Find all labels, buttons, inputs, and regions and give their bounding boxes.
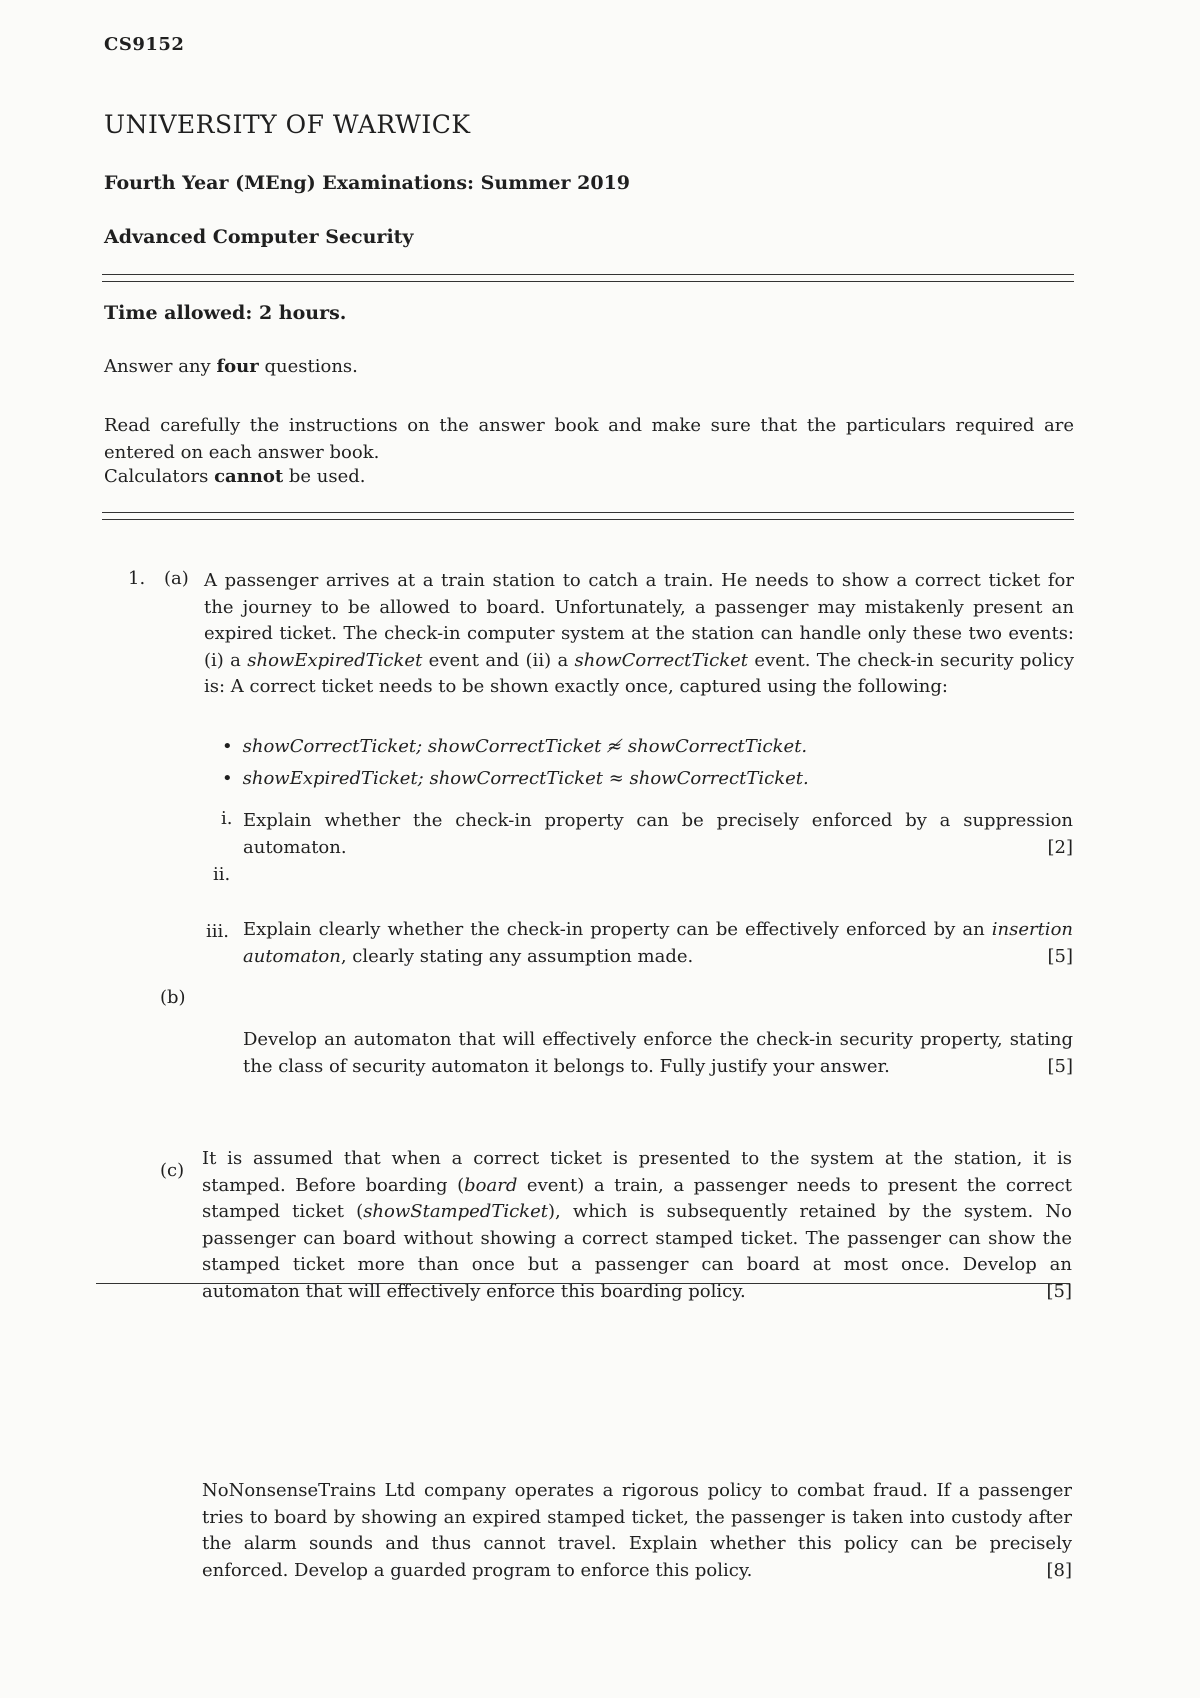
course-name: Advanced Computer Security	[104, 226, 414, 248]
part-c-mark: [8]	[1046, 1559, 1072, 1581]
part-c	[202, 1478, 1072, 1584]
part-a-text-1: A passenger arrives at a train station to catch a train. He needs to show a correct ticket for the journey to be allowed to board. Unfortunately, a passenger may mistakenly present an expired ticket. The check-in computer system at the station can handle only these two events: (i) a	[204, 570, 1074, 671]
event-show-correct: showCorrectTicket	[574, 649, 749, 671]
answer-instruction	[104, 356, 358, 377]
calc-bold: cannot	[214, 466, 284, 487]
event-show-expired: showExpiredTicket	[247, 649, 423, 671]
calculator-instruction	[104, 466, 366, 487]
subpart-i	[243, 808, 1073, 861]
part-a-text-2: event and (ii) a	[422, 649, 575, 671]
rubric-rule-bottom	[102, 519, 1074, 520]
answer-book-instructions: Read carefully the instructions on the answer book and make sure that the particulars required are entered on each answer book.	[104, 415, 1074, 463]
part-a-label: (a)	[164, 568, 189, 589]
part-c-text: NoNonsenseTrains Ltd company operates a rigorous policy to combat fraud. If a passenger tries to board by showing an expired stamped ticket, the passenger is taken into custody after the alarm sounds and thus cannot travel. Explain whether this policy can be precisely enforced. Develop a guarded program to enforce this policy.	[202, 1480, 1072, 1581]
calc-prefix: Calculators	[104, 466, 215, 487]
answer-count: four	[216, 356, 259, 377]
subpart-iii-text: Develop an automaton that will effectively enforce the check-in security property, stating the class of security automaton it belongs to. Fully justify your answer.	[243, 1029, 1073, 1077]
answer-suffix: questions.	[258, 356, 358, 377]
part-b-label: (b)	[160, 987, 186, 1008]
bullet-dot: •	[222, 768, 233, 789]
part-c-label: (c)	[160, 1160, 185, 1181]
header-rule-top	[102, 274, 1074, 275]
part-b-text-2: event) a train, a passenger needs to present the correct stamped ticket (	[202, 1174, 1072, 1222]
question-end-rule	[96, 1283, 1070, 1284]
policy-bullet-2	[222, 768, 809, 789]
bullet-dot: •	[222, 736, 233, 757]
part-b-text-3: ), which is subsequently retained by the system. No passenger can board without showing a correct stamped ticket. The passenger can show the stamped ticket more than once but a passenger can board at most once. Develop an automaton that will effectively enforce this boarding policy.	[202, 1201, 1072, 1302]
part-a-text-3: event. The check-in security policy is: A correct ticket needs to be shown exactly once, captured using the following:	[204, 649, 1074, 697]
subpart-iii-label: iii.	[206, 921, 229, 942]
bullet-2-text: showExpiredTicket; showCorrectTicket ≈ showCorrectTicket.	[242, 768, 809, 789]
subpart-ii-label: ii.	[213, 864, 231, 885]
header-rule-bottom	[102, 281, 1074, 282]
part-b-mark: [5]	[1046, 1280, 1072, 1302]
subpart-iii	[243, 1027, 1073, 1080]
part-b	[202, 1146, 1072, 1305]
part-a-text	[204, 568, 1074, 701]
bullet-1-text: showCorrectTicket; showCorrectTicket ≉ showCorrectTicket.	[242, 736, 808, 757]
subpart-ii-text-2: , clearly stating any assumption made.	[340, 945, 694, 967]
policy-bullet-1	[222, 736, 807, 757]
course-code: CS9152	[104, 34, 185, 55]
part-b-text-1: It is assumed that when a correct ticket is presented to the system at the station, it is stamped. Before boarding (	[202, 1148, 1072, 1196]
subpart-ii	[243, 917, 1073, 970]
rubric-rule-top	[102, 512, 1074, 513]
subpart-i-mark: [2]	[1047, 836, 1073, 858]
subpart-iii-mark: [5]	[1047, 1055, 1073, 1077]
insertion-automaton-term: insertion automaton	[243, 919, 1073, 967]
exam-title: Fourth Year (MEng) Examinations: Summer 2019	[104, 172, 631, 194]
event-board: board	[464, 1174, 518, 1196]
answer-prefix: Answer any	[104, 356, 217, 377]
time-allowed: Time allowed: 2 hours.	[104, 302, 347, 324]
subpart-i-label: i.	[221, 808, 233, 829]
question-number: 1.	[128, 568, 146, 589]
event-show-stamped: showStampedTicket	[363, 1201, 548, 1222]
subpart-ii-text-1: Explain clearly whether the check-in property can be effectively enforced by an	[243, 919, 992, 940]
calc-suffix: be used.	[283, 466, 366, 487]
subpart-ii-mark: [5]	[1047, 945, 1073, 967]
university-name: UNIVERSITY OF WARWICK	[104, 110, 471, 139]
subpart-i-text: Explain whether the check-in property can be precisely enforced by a suppression automaton.	[243, 810, 1073, 858]
